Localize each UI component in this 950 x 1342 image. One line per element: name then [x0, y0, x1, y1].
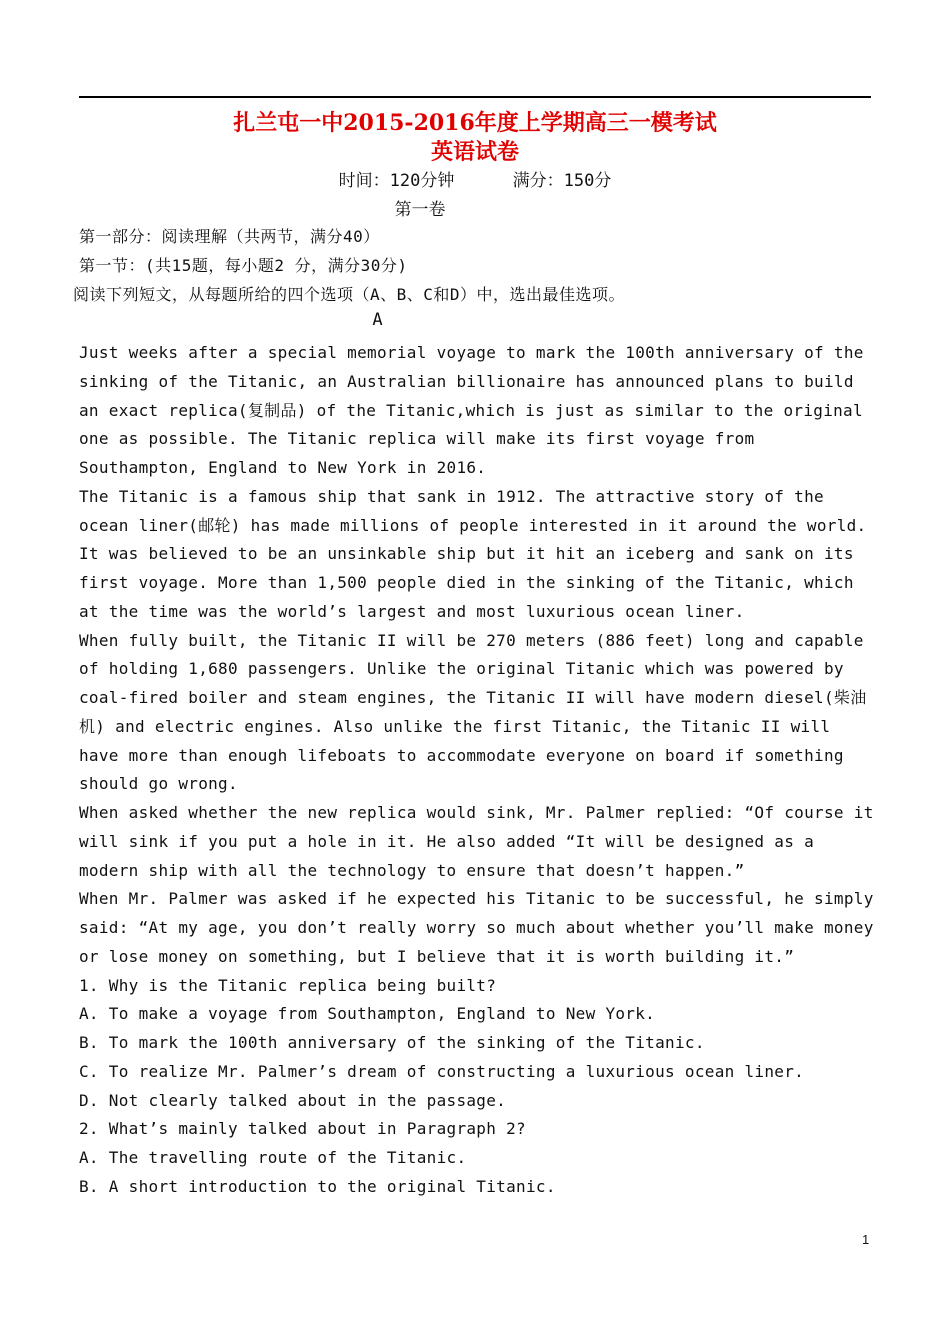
passage-label: A — [372, 310, 383, 330]
instruction: 阅读下列短文，从每题所给的四个选项（A、B、C和D）中，选出最佳选项。 — [73, 285, 626, 304]
paragraph-3: When fully built, the Titanic II will be 270 meters (886 feet) long and capable of holding 1,680 passengers. Unlike the original Titanic which was powered by coal-fired boiler and steam engines, the Titanic II will have modern diesel(柴油机) and electric engines. Also unlike the first Titanic, the Titanic II will have more than enough lifeboats to accommodate everyone on board if something should go wrong. — [79, 630, 867, 794]
part-heading: 第一部分：阅读理解（共两节，满分40） — [79, 227, 380, 246]
paragraph-5: When Mr. Palmer was asked if he expected his Titanic to be successful, he simply said: “At my age, you don’t really worry so much about whether you’ll make money or lose money on something, but I believe that it is worth building it.” — [79, 889, 874, 966]
paragraph-2: The Titanic is a famous ship that sank in 1912. The attractive story of the ocean liner(邮轮) has made millions of people interested in it around the world. It was believed to be an unsinkable ship but it hit an iceberg and sank on its first voyage. More than 1,500 people died in the sinking of the Titanic, which at the time was the world’s largest and most luxurious ocean liner. — [79, 486, 867, 621]
volume-label: 第一卷 — [394, 200, 446, 220]
paragraph-1: Just weeks after a special memorial voyage to mark the 100th anniversary of the sinking of the Titanic, an Australian billionaire has announced plans to build an exact replica(复制品) of the Titanic,which is just as similar to the original one as possible. The Titanic replica will make its first voyage from Southampton, England to New York in 2016. — [79, 343, 864, 477]
page-number: 1 — [862, 1232, 870, 1247]
exam-info — [0, 166, 950, 191]
question-1-option-a: A. To make a voyage from Southampton, England to New York. — [79, 1004, 656, 1024]
exam-title: 扎兰屯一中2015-2016年度上学期高三一模考试 — [233, 110, 717, 136]
exam-time: 时间：120分钟 — [338, 171, 455, 191]
paragraph-4: When asked whether the new replica would sink, Mr. Palmer replied: “Of course it will sink if you put a hole in it. He also added “It will be designed as a modern ship with all the technology to ensure that doesn’t happen.” — [79, 803, 874, 880]
question-1-option-b: B. To mark the 100th anniversary of the sinking of the Titanic. — [79, 1033, 705, 1052]
question-1-option-d: D. Not clearly talked about in the passage. — [79, 1090, 507, 1110]
question-2-stem: 2. What’s mainly talked about in Paragraph 2? — [79, 1119, 526, 1139]
question-2-option-a: A. The travelling route of the Titanic. — [79, 1148, 467, 1167]
subsection-heading: 第一节：(共15题，每小题2 分，满分30分) — [79, 256, 408, 275]
exam-score: 满分：150分 — [512, 171, 612, 191]
question-2-option-b: B. A short introduction to the original Titanic. — [79, 1176, 556, 1196]
question-1-option-c: C. To realize Mr. Palmer’s dream of constructing a luxurious ocean liner. — [79, 1061, 805, 1081]
exam-subject-title: 英语试卷 — [430, 139, 519, 165]
header-rule — [79, 96, 871, 98]
passage-body — [79, 339, 879, 1202]
question-1-stem: 1. Why is the Titanic replica being built? — [79, 975, 497, 995]
